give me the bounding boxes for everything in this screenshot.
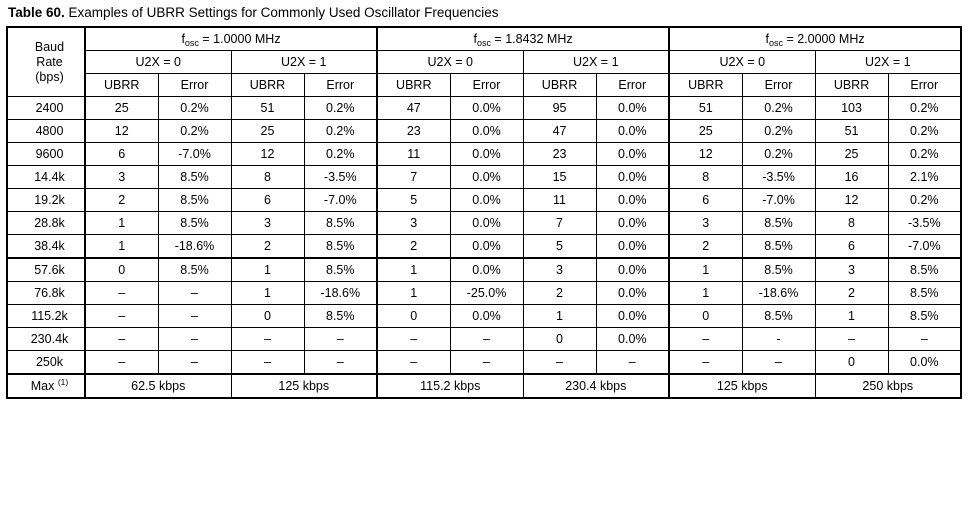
- error-cell: 0.0%: [450, 305, 523, 328]
- ubrr-cell: 16: [815, 166, 888, 189]
- ubrr-cell: 3: [377, 212, 450, 235]
- ubrr-cell: 12: [669, 143, 742, 166]
- ubrr-cell: 51: [669, 97, 742, 120]
- u2x-header-6: U2X = 1: [815, 51, 961, 74]
- error-cell: –: [450, 328, 523, 351]
- subcol-header-7: UBRR: [523, 74, 596, 97]
- ubrr-cell: 25: [815, 143, 888, 166]
- ubrr-cell: –: [523, 351, 596, 375]
- ubrr-cell: –: [85, 305, 158, 328]
- ubrr-cell: 6: [815, 235, 888, 259]
- error-cell: 0.0%: [596, 143, 669, 166]
- subcol-header-4: Error: [304, 74, 377, 97]
- error-cell: –: [158, 351, 231, 375]
- error-cell: –: [304, 351, 377, 375]
- error-cell: 8.5%: [742, 258, 815, 282]
- ubrr-cell: 6: [669, 189, 742, 212]
- subcol-header-11: UBRR: [815, 74, 888, 97]
- error-cell: 0.0%: [596, 120, 669, 143]
- ubrr-cell: 0: [669, 305, 742, 328]
- baud-rate-line2: Rate: [36, 54, 63, 69]
- error-cell: –: [888, 328, 961, 351]
- error-cell: 8.5%: [158, 166, 231, 189]
- freq-2-value: = 1.8432 MHz: [490, 32, 573, 46]
- error-cell: -18.6%: [742, 282, 815, 305]
- ubrr-cell: 0: [815, 351, 888, 375]
- ubrr-cell: 12: [85, 120, 158, 143]
- ubrr-cell: 7: [377, 166, 450, 189]
- error-cell: -3.5%: [304, 166, 377, 189]
- error-cell: 8.5%: [742, 212, 815, 235]
- ubrr-cell: 3: [85, 166, 158, 189]
- ubrr-cell: 2: [815, 282, 888, 305]
- ubrr-cell: 1: [231, 282, 304, 305]
- error-cell: 8.5%: [888, 258, 961, 282]
- baud-rate-line1: Baud: [34, 39, 65, 54]
- error-cell: -7.0%: [742, 189, 815, 212]
- freq-1-value: = 1.0000 MHz: [198, 32, 281, 46]
- error-cell: -25.0%: [450, 282, 523, 305]
- table-row: [7, 328, 961, 351]
- error-cell: –: [596, 351, 669, 375]
- ubrr-cell: 95: [523, 97, 596, 120]
- freq-3-value: = 2.0000 MHz: [782, 32, 865, 46]
- ubrr-cell: 11: [377, 143, 450, 166]
- ubrr-cell: 1: [231, 258, 304, 282]
- error-cell: 0.2%: [888, 143, 961, 166]
- table-caption: [6, 4, 962, 26]
- table-row: [7, 305, 961, 328]
- baud-rate-cell: 14.4k: [7, 166, 85, 189]
- u2x-header-2: U2X = 1: [231, 51, 377, 74]
- error-cell: 0.2%: [158, 120, 231, 143]
- ubrr-cell: 103: [815, 97, 888, 120]
- max-label-text: Max: [30, 379, 58, 393]
- error-cell: 0.0%: [596, 328, 669, 351]
- max-value-5: 125 kbps: [669, 374, 815, 398]
- table-row: [7, 351, 961, 375]
- subcol-header-5: UBRR: [377, 74, 450, 97]
- baud-rate-cell: 4800: [7, 120, 85, 143]
- ubrr-cell: 2: [523, 282, 596, 305]
- ubrr-cell: –: [231, 328, 304, 351]
- error-cell: 8.5%: [304, 212, 377, 235]
- u2x-header-4: U2X = 1: [523, 51, 669, 74]
- freq-1-sub: osc: [184, 38, 199, 48]
- subcol-header-9: UBRR: [669, 74, 742, 97]
- error-cell: 0.0%: [450, 212, 523, 235]
- error-cell: 8.5%: [304, 258, 377, 282]
- error-cell: 8.5%: [158, 212, 231, 235]
- error-cell: 8.5%: [742, 235, 815, 259]
- max-row-label: [7, 374, 85, 398]
- subcol-header-2: Error: [158, 74, 231, 97]
- ubrr-cell: 47: [523, 120, 596, 143]
- ubrr-cell: –: [669, 328, 742, 351]
- error-cell: 8.5%: [888, 282, 961, 305]
- table-row: [7, 212, 961, 235]
- ubrr-cell: –: [669, 351, 742, 375]
- ubrr-cell: 23: [523, 143, 596, 166]
- error-cell: 0.2%: [304, 143, 377, 166]
- error-cell: 2.1%: [888, 166, 961, 189]
- error-cell: 0.0%: [888, 351, 961, 375]
- error-cell: 0.2%: [888, 120, 961, 143]
- error-cell: -7.0%: [888, 235, 961, 259]
- ubrr-cell: –: [377, 351, 450, 375]
- max-value-2: 125 kbps: [231, 374, 377, 398]
- error-cell: 0.2%: [742, 97, 815, 120]
- baud-rate-header: [7, 27, 85, 97]
- error-cell: -3.5%: [888, 212, 961, 235]
- baud-rate-line3: (bps): [35, 69, 64, 84]
- error-cell: 0.2%: [158, 97, 231, 120]
- ubrr-cell: 8: [231, 166, 304, 189]
- error-cell: 0.0%: [596, 212, 669, 235]
- ubrr-cell: 25: [231, 120, 304, 143]
- error-cell: 0.2%: [742, 143, 815, 166]
- ubrr-cell: –: [85, 328, 158, 351]
- max-value-6: 250 kbps: [815, 374, 961, 398]
- freq-3-sub: osc: [768, 38, 783, 48]
- ubrr-cell: 1: [523, 305, 596, 328]
- max-value-1: 62.5 kbps: [85, 374, 231, 398]
- error-cell: –: [450, 351, 523, 375]
- freq-2-prefix: f: [473, 32, 477, 46]
- subcol-header-12: Error: [888, 74, 961, 97]
- max-label-note: (1): [57, 377, 69, 387]
- error-cell: 8.5%: [742, 305, 815, 328]
- error-cell: 0.0%: [450, 97, 523, 120]
- error-cell: 0.2%: [888, 97, 961, 120]
- ubrr-cell: 12: [231, 143, 304, 166]
- error-cell: 0.2%: [304, 97, 377, 120]
- table-row: [7, 143, 961, 166]
- ubrr-cell: 0: [377, 305, 450, 328]
- u2x-header-3: U2X = 0: [377, 51, 523, 74]
- error-cell: 0.2%: [304, 120, 377, 143]
- error-cell: 0.0%: [596, 97, 669, 120]
- error-cell: –: [304, 328, 377, 351]
- ubrr-cell: 3: [231, 212, 304, 235]
- ubrr-cell: 3: [815, 258, 888, 282]
- table-row: [7, 189, 961, 212]
- max-value-3: 115.2 kbps: [377, 374, 523, 398]
- error-cell: -18.6%: [158, 235, 231, 259]
- ubrr-cell: 1: [85, 212, 158, 235]
- ubrr-cell: 1: [815, 305, 888, 328]
- subcol-header-8: Error: [596, 74, 669, 97]
- freq-1-prefix: f: [181, 32, 185, 46]
- ubrr-cell: 0: [231, 305, 304, 328]
- error-cell: -7.0%: [304, 189, 377, 212]
- u2x-header-1: U2X = 0: [85, 51, 231, 74]
- ubrr-cell: 2: [669, 235, 742, 259]
- ubrr-cell: 8: [669, 166, 742, 189]
- error-cell: 8.5%: [158, 258, 231, 282]
- error-cell: 0.0%: [450, 258, 523, 282]
- ubrr-cell: 1: [377, 258, 450, 282]
- ubrr-cell: 2: [231, 235, 304, 259]
- u2x-header-5: U2X = 0: [669, 51, 815, 74]
- header-row-u2x: [7, 51, 961, 74]
- error-cell: –: [158, 282, 231, 305]
- ubrr-cell: 25: [85, 97, 158, 120]
- error-cell: 0.0%: [596, 235, 669, 259]
- error-cell: 8.5%: [304, 305, 377, 328]
- freq-group-3-header: [669, 27, 961, 51]
- ubrr-cell: 1: [669, 258, 742, 282]
- ubrr-cell: 25: [669, 120, 742, 143]
- subcol-header-10: Error: [742, 74, 815, 97]
- max-value-4: 230.4 kbps: [523, 374, 669, 398]
- freq-2-sub: osc: [476, 38, 491, 48]
- ubrr-cell: 6: [85, 143, 158, 166]
- baud-rate-cell: 28.8k: [7, 212, 85, 235]
- ubrr-cell: 6: [231, 189, 304, 212]
- header-row-subcolumns: [7, 74, 961, 97]
- error-cell: 8.5%: [158, 189, 231, 212]
- baud-rate-cell: 250k: [7, 351, 85, 375]
- baud-rate-cell: 9600: [7, 143, 85, 166]
- error-cell: 0.0%: [450, 166, 523, 189]
- error-cell: 0.0%: [450, 120, 523, 143]
- table-row: [7, 97, 961, 120]
- ubrr-cell: 51: [231, 97, 304, 120]
- ubrr-cell: 2: [85, 189, 158, 212]
- error-cell: 0.0%: [450, 189, 523, 212]
- baud-rate-cell: 19.2k: [7, 189, 85, 212]
- error-cell: 0.0%: [450, 143, 523, 166]
- freq-group-2-header: [377, 27, 669, 51]
- baud-rate-cell: 38.4k: [7, 235, 85, 259]
- ubrr-cell: 0: [85, 258, 158, 282]
- subcol-header-3: UBRR: [231, 74, 304, 97]
- error-cell: -7.0%: [158, 143, 231, 166]
- baud-rate-cell: 76.8k: [7, 282, 85, 305]
- subcol-header-1: UBRR: [85, 74, 158, 97]
- error-cell: –: [158, 305, 231, 328]
- max-row: [7, 374, 961, 398]
- ubrr-cell: 23: [377, 120, 450, 143]
- baud-rate-cell: 115.2k: [7, 305, 85, 328]
- ubrr-cell: 2: [377, 235, 450, 259]
- error-cell: 8.5%: [304, 235, 377, 259]
- subcol-header-6: Error: [450, 74, 523, 97]
- baud-rate-cell: 57.6k: [7, 258, 85, 282]
- ubrr-cell: 1: [669, 282, 742, 305]
- error-cell: –: [158, 328, 231, 351]
- error-cell: 0.0%: [596, 189, 669, 212]
- error-cell: -: [742, 328, 815, 351]
- ubrr-cell: 8: [815, 212, 888, 235]
- ubrr-cell: 1: [85, 235, 158, 259]
- ubrr-cell: 5: [377, 189, 450, 212]
- ubrr-cell: 47: [377, 97, 450, 120]
- table-row: [7, 120, 961, 143]
- freq-group-1-header: [85, 27, 377, 51]
- error-cell: 0.0%: [596, 166, 669, 189]
- ubrr-cell: –: [377, 328, 450, 351]
- error-cell: 0.0%: [596, 305, 669, 328]
- ubrr-cell: 12: [815, 189, 888, 212]
- table-head: [7, 27, 961, 97]
- error-cell: -3.5%: [742, 166, 815, 189]
- ubrr-cell: –: [85, 282, 158, 305]
- ubrr-cell: 11: [523, 189, 596, 212]
- table-row: [7, 166, 961, 189]
- baud-rate-cell: 2400: [7, 97, 85, 120]
- ubrr-cell: 1: [377, 282, 450, 305]
- ubrr-cell: 0: [523, 328, 596, 351]
- error-cell: -18.6%: [304, 282, 377, 305]
- table-body: [7, 97, 961, 375]
- baud-rate-cell: 230.4k: [7, 328, 85, 351]
- ubrr-cell: 7: [523, 212, 596, 235]
- ubrr-cell: 51: [815, 120, 888, 143]
- ubrr-cell: –: [231, 351, 304, 375]
- header-row-frequencies: [7, 27, 961, 51]
- freq-3-prefix: f: [765, 32, 769, 46]
- error-cell: 0.2%: [742, 120, 815, 143]
- error-cell: 8.5%: [888, 305, 961, 328]
- caption-label: Table 60.: [8, 5, 65, 20]
- ubrr-cell: 15: [523, 166, 596, 189]
- caption-text: Examples of UBRR Settings for Commonly Used Oscillator Frequencies: [68, 5, 499, 20]
- error-cell: –: [742, 351, 815, 375]
- ubrr-cell: –: [815, 328, 888, 351]
- ubrr-cell: 3: [523, 258, 596, 282]
- ubrr-cell: 3: [669, 212, 742, 235]
- error-cell: 0.0%: [450, 235, 523, 259]
- ubrr-cell: –: [85, 351, 158, 375]
- table-row: [7, 235, 961, 259]
- table-row: [7, 258, 961, 282]
- ubrr-cell: 5: [523, 235, 596, 259]
- error-cell: 0.2%: [888, 189, 961, 212]
- ubrr-settings-table: [6, 26, 962, 399]
- error-cell: 0.0%: [596, 258, 669, 282]
- table-row: [7, 282, 961, 305]
- table-foot: [7, 374, 961, 398]
- error-cell: 0.0%: [596, 282, 669, 305]
